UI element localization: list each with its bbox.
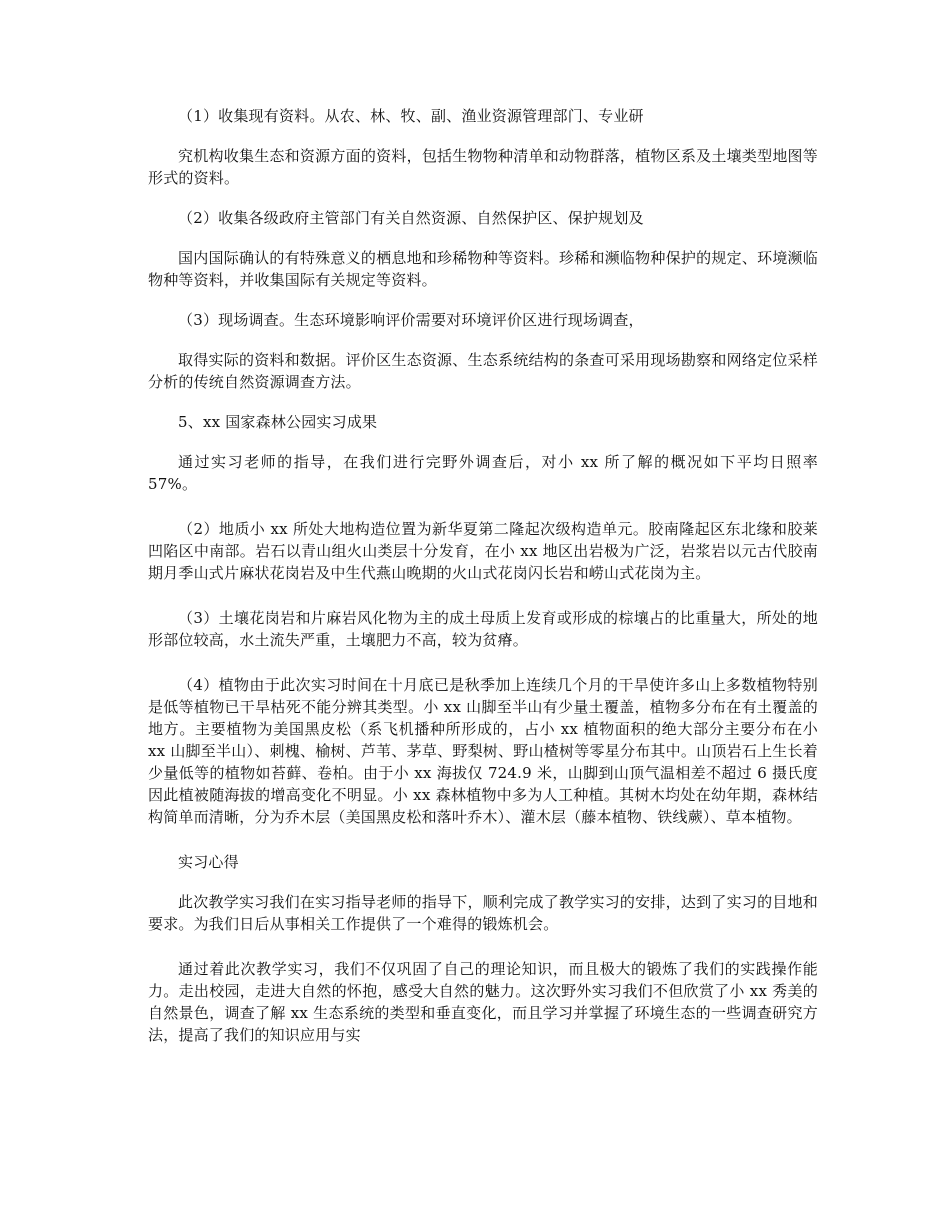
paragraph-special-habitats: 国内国际确认的有特殊意义的栖息地和珍稀物种等资料。珍稀和濒临物种保护的规定、环境濒临物种等资料，并收集国际有关规定等资料。 xyxy=(148,249,818,289)
paragraph-plants: （4）植物由于此次实习时间在十月底已是秋季加上连续几个月的干旱使许多山上多数植物特别是低等植物已干旱枯死不能分辨其类型。小 xx 山脚至半山有少量土覆盖，植物多分布在有土覆盖的地方。主要植物为美国黑皮松（系飞机播种所形成的，占小 xx 植物面积的绝大部分主要分布在小 xx 山脚至半山）、刺槐、榆树、芦苇、茅草、野梨树、野山楂树等零星分布其中。山顶岩石上生长着少量低等的植物如苔藓、卷柏。由于小 xx 海拔仅 724.9 米，山脚到山顶气温相差不超过 6 摄氏度因此植被随海拔的增高变化不明显。小 xx 森林植物中多为人工种植。其树木均处在幼年期，森林结构简单而清晰，分为乔木层（美国黑皮松和落叶乔木）、灌木层（藤本植物、铁线蕨）、草本植物。 xyxy=(148,676,818,826)
paragraph-geology: （2）地质小 xx 所处大地构造位置为新华夏第二隆起次级构造单元。胶南隆起区东北缘和胶莱凹陷区中南部。岩石以青山组火山类层十分发育，在小 xx 地区出岩极为广泛，岩浆岩以元古代胶南期月季山式片麻状花岗岩及中生代燕山晚期的火山式花岗闪长岩和崂山式花岗为主。 xyxy=(148,520,818,582)
paragraph-research-institutions: 究机构收集生态和资源方面的资料，包括生物物种清单和动物群落，植物区系及土壤类型地图等形式的资料。 xyxy=(148,147,818,187)
paragraph-overview: 通过实习老师的指导，在我们进行完野外调查后，对小 xx 所了解的概况如下平均日照率 57%。 xyxy=(148,453,818,493)
section-title-internship-reflection: 实习心得 xyxy=(178,853,239,871)
paragraph-reflection-summary: 此次教学实习我们在实习指导老师的指导下，顺利完成了教学实习的安排，达到了实习的目地和要求。为我们日后从事相关工作提供了一个难得的锻炼机会。 xyxy=(148,893,818,933)
paragraph-soil: （3）土壤花岗岩和片麻岩风化物为主的成土母质上发育或形成的棕壤占的比重量大，所处的地形部位较高，水土流失严重，土壤肥力不高，较为贫瘠。 xyxy=(148,609,818,649)
paragraph-survey-methods: 取得实际的资料和数据。评价区生态资源、生态系统结构的条查可采用现场勘察和网络定位采样分析的传统自然资源调查方法。 xyxy=(148,351,818,391)
section-title-forest-park-results: 5、xx 国家森林公园实习成果 xyxy=(178,413,378,431)
paragraph-government-data: （2）收集各级政府主管部门有关自然资源、自然保护区、保护规划及 xyxy=(178,209,644,227)
paragraph-reflection-details: 通过着此次教学实习，我们不仅巩固了自己的理论知识，而且极大的锻炼了我们的实践操作能力。走出校园，走进大自然的怀抱，感受大自然的魅力。这次野外实习我们不但欣赏了小 xx 秀美的自然景色，调查了解 xx 生态系统的类型和垂直变化，而且学习并掌握了环境生态的一些调查研究方法，提高了我们的知识应用与实 xyxy=(148,960,818,1044)
paragraph-collect-existing-data: （1）收集现有资料。从农、林、牧、副、渔业资源管理部门、专业研 xyxy=(178,107,644,125)
document-body xyxy=(148,105,818,1064)
paragraph-field-survey: （3）现场调查。生态环境影响评价需要对环境评价区进行现场调查， xyxy=(178,311,644,329)
